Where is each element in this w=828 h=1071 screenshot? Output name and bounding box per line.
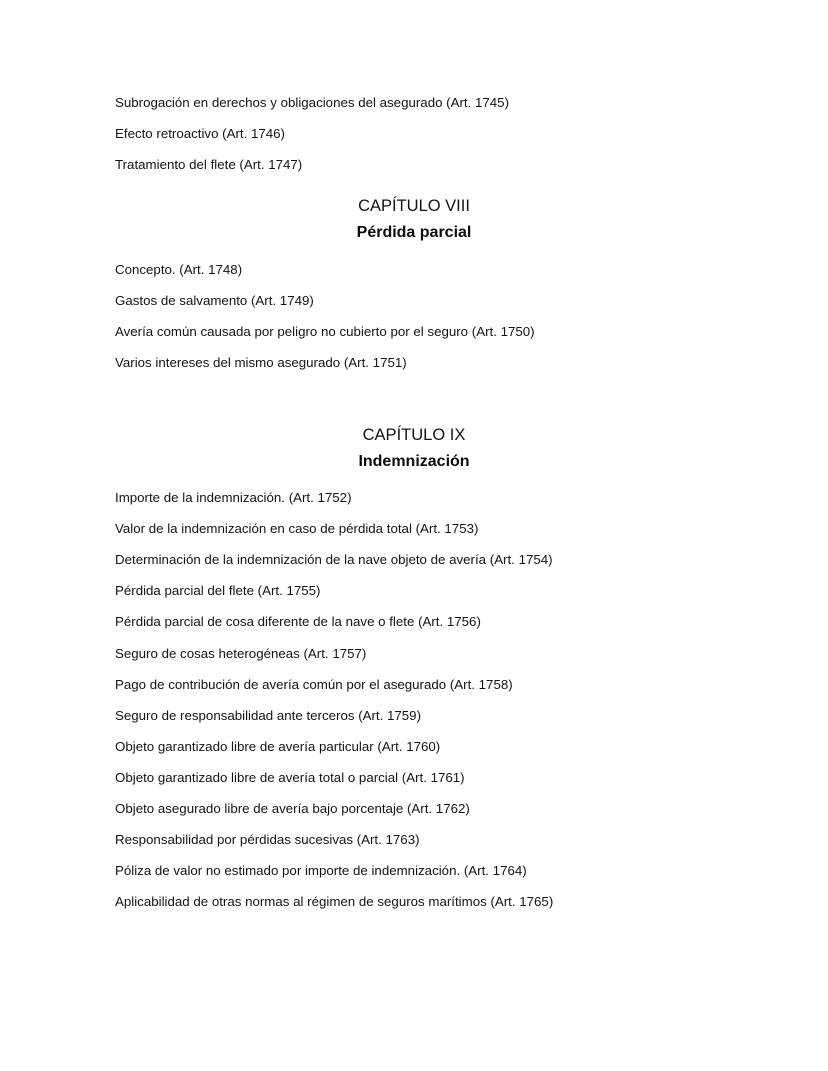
toc-entry-art-1758: Pago de contribución de avería común por el asegurado (Art. 1758) <box>115 677 513 692</box>
toc-entry-art-1750: Avería común causada por peligro no cubierto por el seguro (Art. 1750) <box>115 324 535 339</box>
toc-entry-art-1761: Objeto garantizado libre de avería total o parcial (Art. 1761) <box>115 770 465 785</box>
toc-entry-art-1757: Seguro de cosas heterogéneas (Art. 1757) <box>115 646 367 661</box>
toc-entry-art-1763: Responsabilidad por pérdidas sucesivas (Art. 1763) <box>115 832 420 847</box>
chapter-8-title: Pérdida parcial <box>356 224 472 241</box>
toc-entry-art-1762: Objeto asegurado libre de avería bajo porcentaje (Art. 1762) <box>115 801 470 816</box>
toc-entry-art-1755: Pérdida parcial del flete (Art. 1755) <box>115 583 321 598</box>
chapter-9-number: CAPÍTULO IX <box>362 426 466 444</box>
toc-entry-art-1745: Subrogación en derechos y obligaciones del asegurado (Art. 1745) <box>115 95 509 110</box>
toc-entry-art-1749: Gastos de salvamento (Art. 1749) <box>115 293 314 308</box>
chapter-9-title: Indemnización <box>358 453 470 470</box>
toc-entry-art-1751: Varios intereses del mismo asegurado (Art. 1751) <box>115 355 407 370</box>
toc-entry-art-1760: Objeto garantizado libre de avería particular (Art. 1760) <box>115 739 441 754</box>
toc-entry-art-1753: Valor de la indemnización en caso de pérdida total (Art. 1753) <box>115 521 479 536</box>
toc-entry-art-1752: Importe de la indemnización. (Art. 1752) <box>115 490 352 505</box>
toc-entry-art-1747: Tratamiento del flete (Art. 1747) <box>115 157 303 172</box>
toc-entry-art-1765: Aplicabilidad de otras normas al régimen de seguros marítimos (Art. 1765) <box>115 894 554 909</box>
toc-entry-art-1754: Determinación de la indemnización de la nave objeto de avería (Art. 1754) <box>115 552 553 567</box>
toc-entry-art-1764: Póliza de valor no estimado por importe de indemnización. (Art. 1764) <box>115 863 527 878</box>
toc-entry-art-1746: Efecto retroactivo (Art. 1746) <box>115 126 285 141</box>
toc-entry-art-1748: Concepto. (Art. 1748) <box>115 262 243 277</box>
chapter-8-number: CAPÍTULO VIII <box>358 197 470 215</box>
toc-entry-art-1759: Seguro de responsabilidad ante terceros (Art. 1759) <box>115 708 422 723</box>
toc-entry-art-1756: Pérdida parcial de cosa diferente de la nave o flete (Art. 1756) <box>115 614 481 629</box>
